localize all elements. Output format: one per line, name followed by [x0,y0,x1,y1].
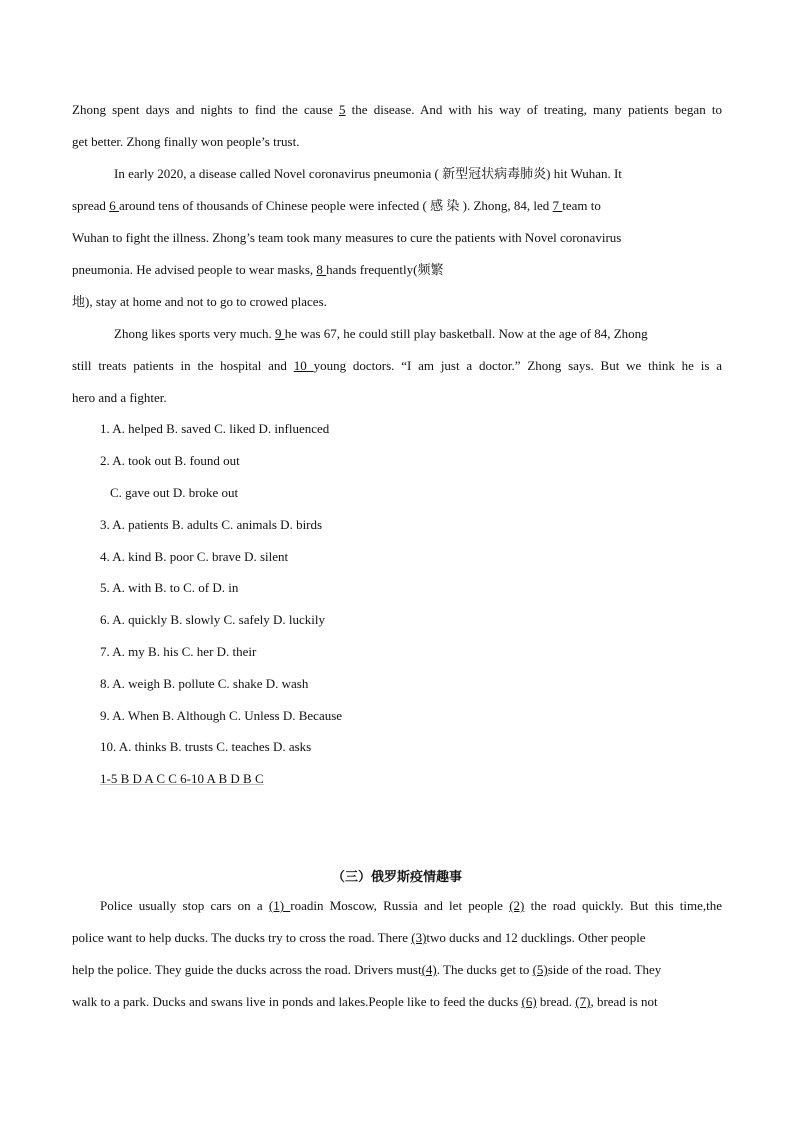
option-4: 4. A. kind B. poor C. brave D. silent [100,549,289,564]
passage1-line-9: still treats patients in the hospital and 10 young doctors. “I am just a doctor.” Zhong says. But we think he is a [72,358,722,373]
blank-p2-4: (4) [421,962,437,977]
blank-p2-2: (2) [509,898,525,913]
passage1-line-7: 地), stay at home and not to go to crowed places. [72,294,327,309]
passage1-line-10: hero and a fighter. [72,390,167,405]
passage1-line-4: spread 6 around tens of thousands of Chinese people were infected ( 感 染 ). Zhong, 84, led 7 team to [72,198,601,213]
option-5: 5. A. with B. to C. of D. in [100,580,239,595]
passage2-line-2: police want to help ducks. The ducks try to cross the road. There (3)two ducks and 12 ducklings. Other people [72,930,646,945]
passage1-line-8: Zhong likes sports very much. 9 he was 67, he could still play basketball. Now at the age of 84, Zhong [114,326,648,341]
blank-8: 8 [316,262,327,277]
blank-p2-1: (1) [268,898,291,913]
blank-6: 6 [109,198,119,213]
blank-p2-3: (3) [411,930,427,945]
option-10: 10. A. thinks B. trusts C. teaches D. asks [100,739,312,754]
option-7: 7. A. my B. his C. her D. their [100,644,257,659]
section-title: （三）俄罗斯疫情趣事 [331,869,462,884]
passage2-line-3: help the police. They guide the ducks across the road. Drivers must(4). The ducks get to (5)side of the road. They [72,962,662,977]
blank-5: 5 [339,102,346,117]
passage1-line-6: pneumonia. He advised people to wear masks, 8 hands frequently(频繁 [72,262,444,277]
passage2-line-4: walk to a park. Ducks and swans live in ponds and lakes.People like to feed the ducks (6) bread. (7), bread is not [72,994,658,1009]
blank-p2-5: (5) [532,962,548,977]
passage2-line-1: Police usually stop cars on a (1) roadin Moscow, Russia and let people (2) the road quickly. But this time,the [100,898,722,913]
answer-key: 1-5 B D A C C 6-10 A B D B C [100,771,264,786]
option-3: 3. A. patients B. adults C. animals D. birds [100,517,323,532]
blank-10: 10 [293,358,314,373]
blank-p2-6: (6) [521,994,537,1009]
blank-7: 7 [552,198,563,213]
option-9: 9. A. When B. Although C. Unless D. Because [100,708,343,723]
passage1-line-2: get better. Zhong finally won people’s trust. [72,134,300,149]
blank-p2-7: (7) [575,994,591,1009]
option-6: 6. A. quickly B. slowly C. safely D. luckily [100,612,325,627]
passage1-line-1: Zhong spent days and nights to find the cause 5 the disease. And with his way of treating, many patients began to [72,102,722,117]
passage1-line-3: In early 2020, a disease called Novel coronavirus pneumonia ( 新型冠状病毒肺炎) hit Wuhan. It [114,166,622,181]
option-2: 2. A. took out B. found out [100,453,240,468]
option-8: 8. A. weigh B. pollute C. shake D. wash [100,676,309,691]
option-1: 1. A. helped B. saved C. liked D. influenced [100,421,330,436]
passage1-line-5: Wuhan to fight the illness. Zhong’s team took many measures to cure the patients with Novel coronavirus [72,230,622,245]
option-2-cont: C. gave out D. broke out [110,485,239,500]
blank-9: 9 [275,326,285,341]
